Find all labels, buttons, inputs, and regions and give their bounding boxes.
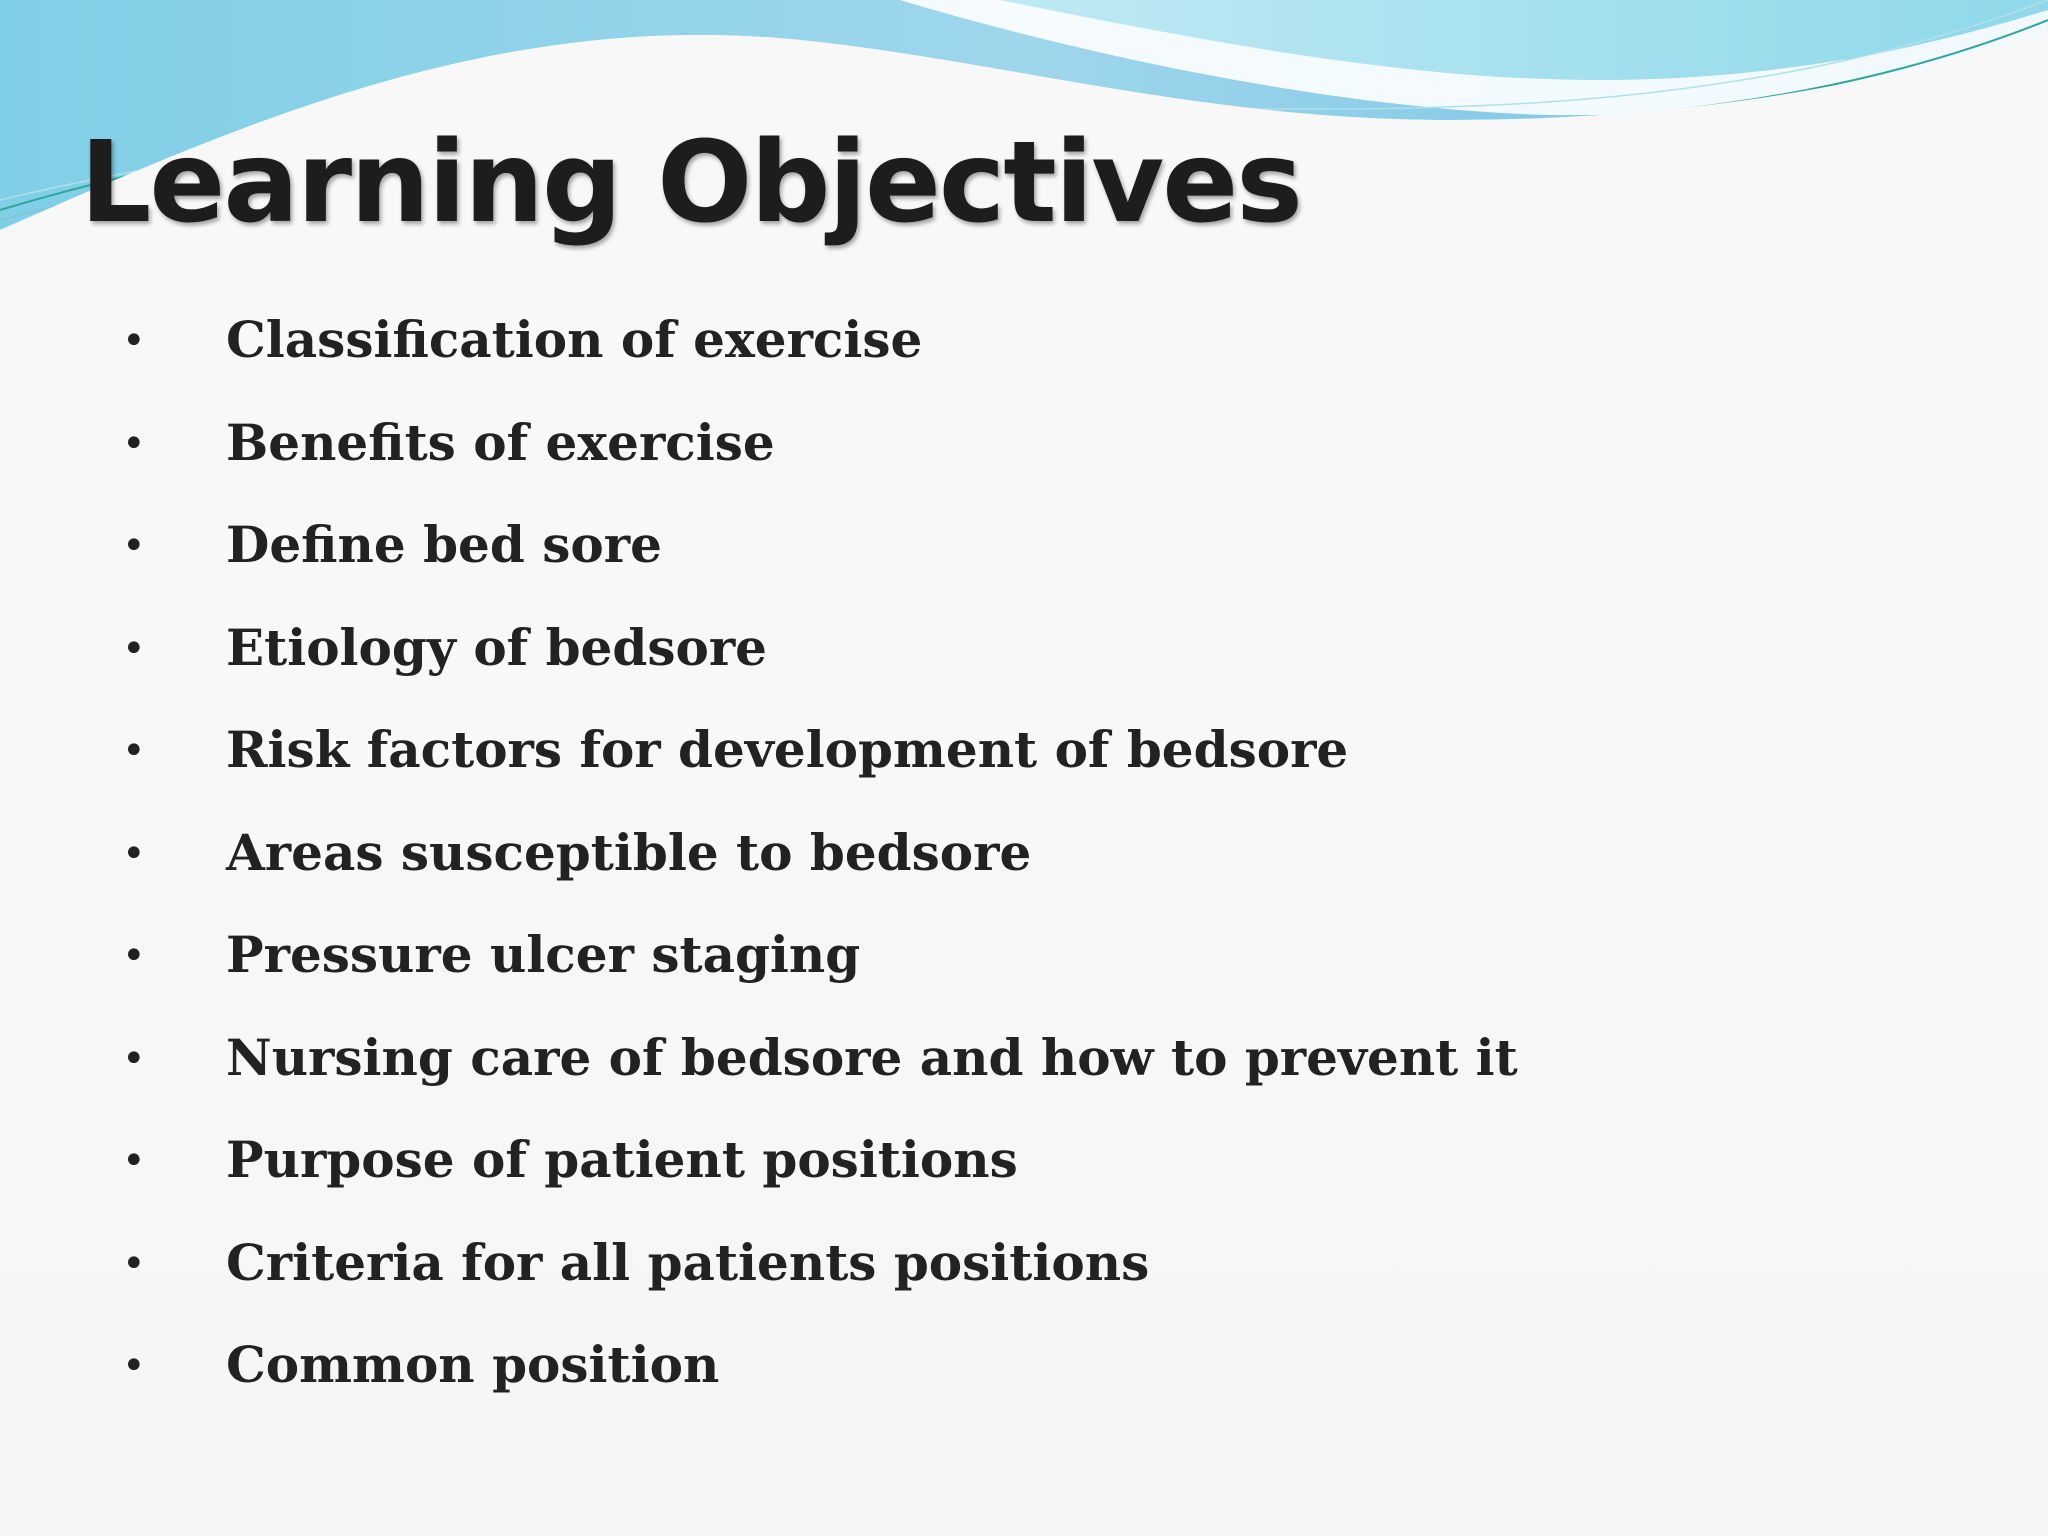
bullet-glyph: •: [122, 1035, 146, 1082]
objective-text: Risk factors for development of bedsore: [226, 720, 1349, 779]
bullet-glyph: •: [122, 523, 146, 569]
objective-text: Classification of exercise: [226, 310, 923, 369]
bullet-glyph: •: [122, 1343, 146, 1389]
objective-text: Criteria for all patients positions: [226, 1232, 1150, 1292]
bullet-glyph: •: [122, 420, 146, 467]
slide-title: Learning Objectives: [80, 118, 1301, 248]
objective-text: Etiology of bedsore: [226, 617, 767, 677]
objective-text: Purpose of patient positions: [226, 1130, 1018, 1189]
bullet-glyph: •: [122, 933, 146, 979]
objective-text: Areas susceptible to bedsore: [226, 822, 1032, 882]
bullet-glyph: •: [122, 318, 146, 364]
objective-text: Define bed sore: [226, 515, 662, 574]
objective-text: Pressure ulcer staging: [226, 925, 861, 984]
bullet-glyph: •: [122, 830, 146, 877]
objective-text: Benefits of exercise: [226, 412, 775, 472]
bullet-glyph: •: [122, 1138, 146, 1184]
objective-text: Common position: [226, 1335, 720, 1394]
bullet-glyph: •: [122, 625, 146, 672]
objective-text: Nursing care of bedsore and how to prevent it: [226, 1027, 1518, 1087]
bullet-glyph: •: [122, 1240, 146, 1287]
bullet-glyph: •: [122, 728, 146, 774]
